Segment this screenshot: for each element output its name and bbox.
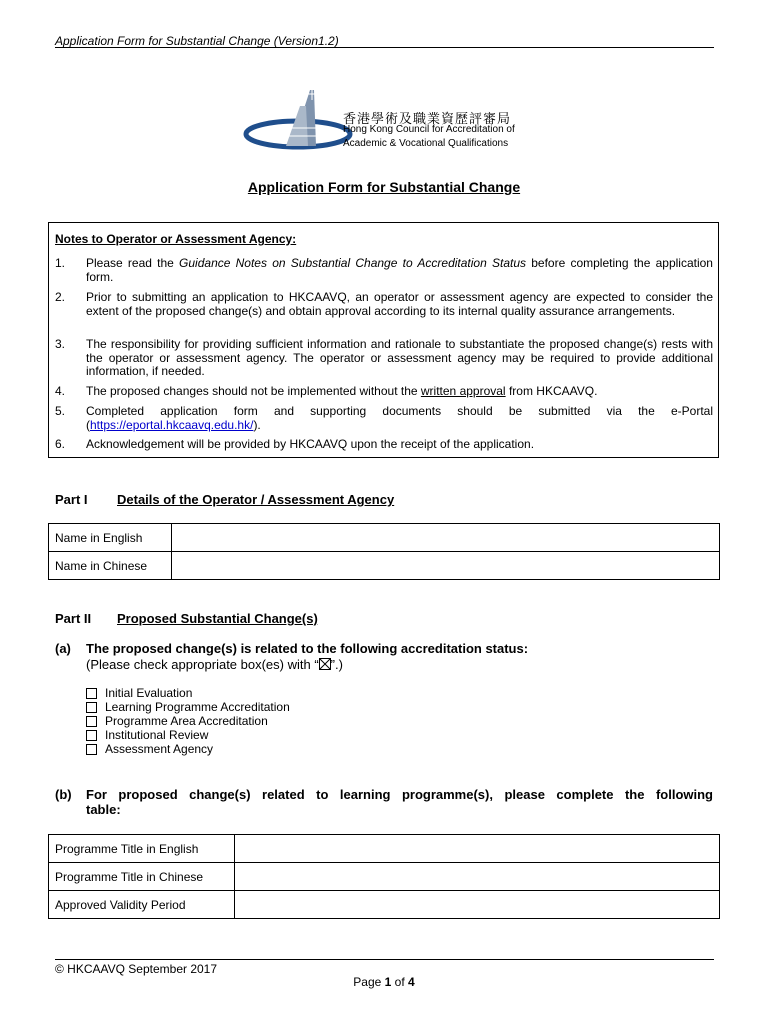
question-b-text-line1: For proposed change(s) related to learning programme(s), please complete the following [86,787,713,802]
part2-heading: Part II Proposed Substantial Change(s) [55,611,318,626]
approved-validity-period-label: Approved Validity Period [49,891,235,919]
header-divider [55,47,714,48]
table-row [49,524,720,552]
name-english-label: Name in English [49,524,172,552]
table-row [49,891,720,919]
table-row [49,863,720,891]
question-a-instruction: (Please check appropriate box(es) with “ ”.) [86,657,343,672]
programme-title-chinese-field[interactable] [235,863,720,891]
table-row [49,835,720,863]
option-initial-evaluation[interactable]: Initial Evaluation [86,686,192,700]
question-b-text-line2: table: [86,802,121,817]
name-english-field[interactable] [172,524,720,552]
page-title: Application Form for Substantial Change [247,179,521,195]
checkbox[interactable] [86,716,97,727]
option-learning-programme-accreditation[interactable]: Learning Programme Accreditation [86,700,290,714]
page-number: Page 1 of 4 [353,975,415,989]
option-institutional-review[interactable]: Institutional Review [86,728,208,742]
question-a-label: (a) [55,641,71,656]
note-item: 2. Prior to submitting an application to HKCAAVQ, an operator or assessment agency are expected to consider the extent of the proposed change(s) and obtain approval according to its internal quality assurance arrangements. [55,290,713,318]
option-assessment-agency[interactable]: Assessment Agency [86,742,213,756]
note-item: 1. Please read the Guidance Notes on Substantial Change to Accreditation Status before completing the application form. [55,256,713,284]
logo-english-line2: Academic & Vocational Qualifications [343,138,509,149]
name-chinese-label: Name in Chinese [49,552,172,580]
checked-box-icon [319,658,331,670]
checkbox[interactable] [86,702,97,713]
checkbox[interactable] [86,730,97,741]
header-title: Application Form for Substantial Change (Version1.2) [55,34,339,48]
footer-divider [55,959,714,960]
question-b-label: (b) [55,787,72,802]
note-item: 6. Acknowledgement will be provided by HKCAAVQ upon the receipt of the application. [55,437,535,451]
table-row [49,552,720,580]
option-programme-area-accreditation[interactable]: Programme Area Accreditation [86,714,268,728]
note-item: 3. The responsibility for providing sufficient information and rationale to substantiate the proposed change(s) rests with the operator or assessment agency. The operator or assessment agency may be required to provide additional information, if needed. [55,337,713,378]
approved-validity-period-field[interactable] [235,891,720,919]
note-item: 4. The proposed changes should not be implemented without the written approval from HKCAAVQ. [55,384,598,398]
checkbox[interactable] [86,744,97,755]
eportal-link[interactable]: https://eportal.hkcaavq.edu.hk/ [90,417,254,432]
operator-details-table [48,523,720,580]
programme-title-english-label: Programme Title in English [49,835,235,863]
notes-heading: Notes to Operator or Assessment Agency: [55,232,297,246]
checkbox[interactable] [86,688,97,699]
logo-english-line1: Hong Kong Council for Accreditation of [343,124,515,135]
logo-chinese-name: 香港學術及職業資歷評審局 [343,112,512,127]
programme-title-chinese-label: Programme Title in Chinese [49,863,235,891]
programme-details-table [48,834,720,919]
question-a-text: The proposed change(s) is related to the following accreditation status: [86,641,529,656]
name-chinese-field[interactable] [172,552,720,580]
part1-heading: Part I Details of the Operator / Assessment Agency [55,492,395,507]
note-item: 5. Completed application form and supporting documents should be submitted via the e-Portal (https://eportal.hkcaavq.edu.hk/). [55,404,713,432]
programme-title-english-field[interactable] [235,835,720,863]
footer-copyright: © HKCAAVQ September 2017 [55,962,218,976]
